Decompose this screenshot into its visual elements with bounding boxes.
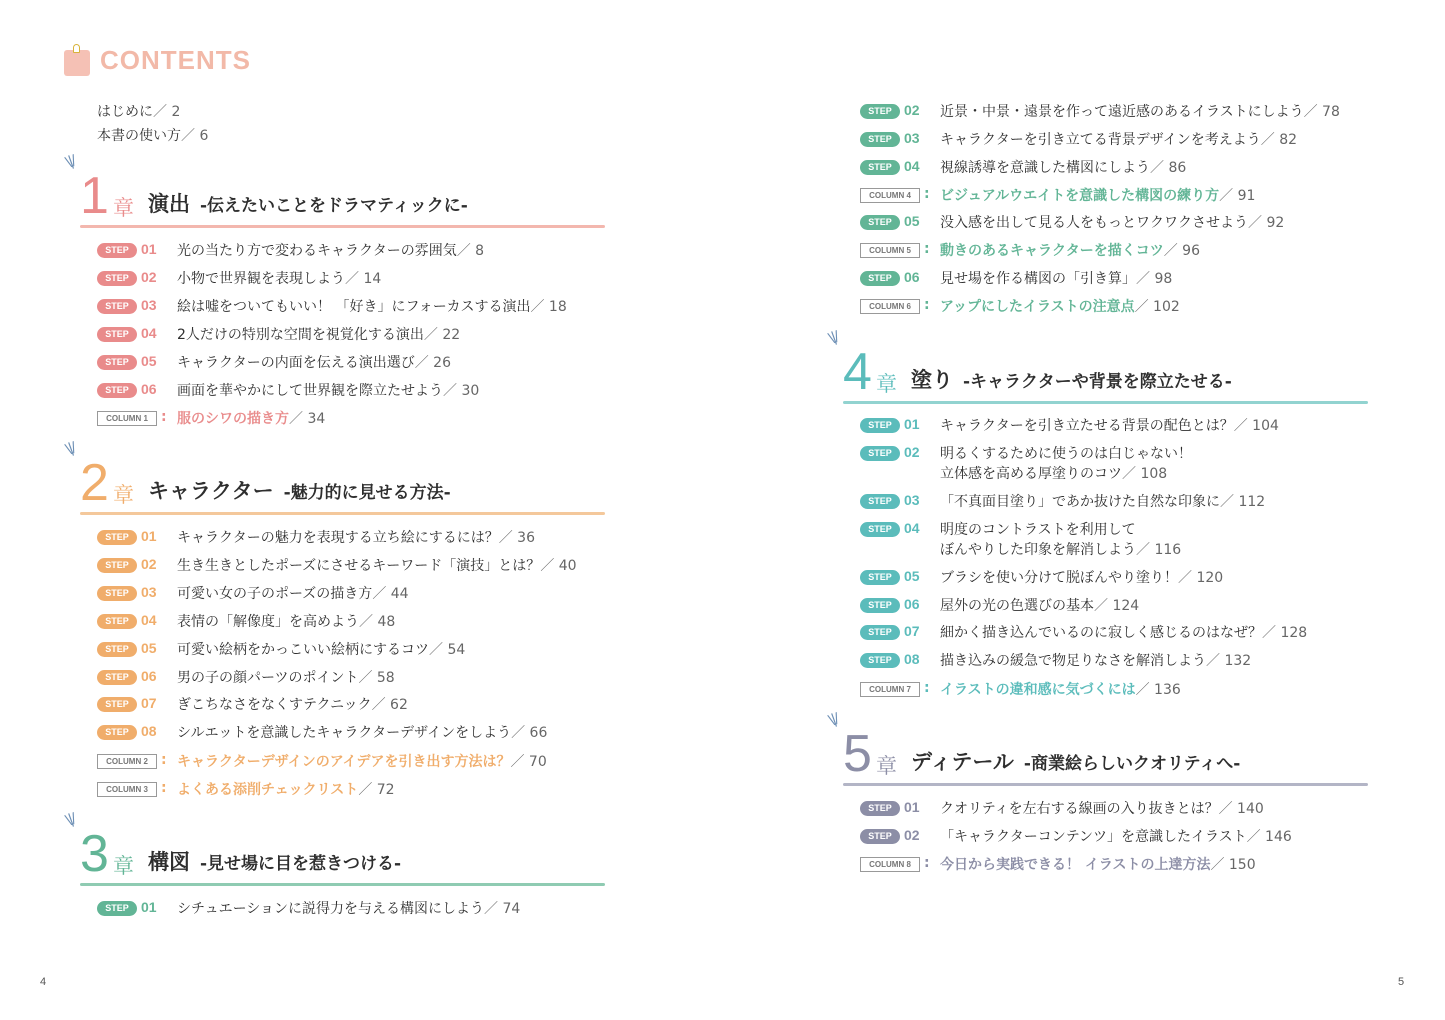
step-title-text: 生き生きとしたポーズにさせるキーワード「演技」とは？	[177, 558, 541, 574]
step-title-line2: ぼんやりした印象を解消しよう	[940, 542, 1136, 558]
page-ref: ／ 54	[429, 642, 466, 658]
page-ref: ／ 36	[498, 530, 535, 546]
step-title-text: 明度のコントラストを利用して	[940, 522, 1136, 538]
toc-step-row[interactable]	[860, 492, 1265, 512]
intro-item[interactable]	[97, 101, 180, 121]
step-badge: STEP	[97, 558, 137, 573]
step-title-text: キャラクターを引き立たせる背景の配色とは？	[940, 418, 1234, 434]
column-title	[177, 780, 395, 800]
column-title-text: よくある添削チェックリスト	[177, 782, 359, 798]
sparkle-icon: \|/	[826, 711, 840, 729]
chapter-rule	[80, 512, 605, 515]
chapter-rule	[80, 883, 605, 886]
chapter-subtitle: -伝えたいことをドラマティックに-	[200, 196, 468, 216]
sparkle-icon: \|/	[63, 440, 77, 458]
column-colon: :	[161, 752, 167, 768]
toc-step-row[interactable]	[860, 623, 1307, 643]
step-badge: STEP	[860, 132, 900, 147]
step-badge: STEP	[860, 522, 900, 537]
step-badge: STEP	[97, 327, 137, 342]
chapter-name: 塗り	[911, 368, 953, 392]
step-number: 06	[141, 668, 157, 684]
step-title	[177, 584, 409, 604]
step-title-text: 描き込みの緩急で物足りなさを解消しよう	[940, 653, 1206, 669]
column-badge: COLUMN 2	[97, 754, 157, 769]
step-badge: STEP	[860, 160, 900, 175]
intro-label: はじめに	[97, 104, 153, 120]
column-colon: :	[161, 780, 167, 796]
toc-column-row[interactable]	[860, 680, 1181, 700]
chapter-title	[148, 188, 468, 218]
step-title	[940, 213, 1284, 233]
step-title-text: 可愛い女の子のポーズの描き方	[177, 586, 373, 602]
page-ref: ／ 58	[358, 670, 395, 686]
step-badge: STEP	[97, 614, 137, 629]
sparkle-icon: \|/	[826, 329, 840, 347]
step-title-text: シルエットを意識したキャラクターデザインをしよう	[177, 725, 512, 741]
step-title	[940, 102, 1340, 122]
step-badge: STEP	[97, 725, 137, 740]
toc-step-row[interactable]	[97, 584, 409, 604]
toc-step-row[interactable]	[860, 102, 1340, 122]
chapter-title	[148, 475, 451, 505]
toc-step-row[interactable]	[97, 612, 395, 632]
step-number: 02	[904, 827, 920, 843]
toc-step-row[interactable]	[860, 444, 1192, 484]
chapter-header	[80, 454, 605, 515]
page-ref: ／ 120	[1178, 570, 1224, 586]
step-title	[177, 723, 547, 743]
page-ref: ／ 40	[540, 558, 577, 574]
page-ref: ／ 86	[1150, 160, 1187, 176]
page-ref: ／ 102	[1134, 299, 1180, 315]
step-badge: STEP	[860, 271, 900, 286]
toc-step-row[interactable]	[97, 269, 381, 289]
chapter-title	[911, 746, 1240, 776]
step-badge: STEP	[860, 494, 900, 509]
page-ref: ／ 22	[423, 327, 461, 343]
step-title	[940, 568, 1223, 588]
page-ref: ／ 116	[1136, 542, 1182, 558]
column-colon: :	[924, 297, 930, 313]
step-title	[940, 799, 1264, 819]
step-title	[940, 520, 1181, 560]
step-title	[177, 297, 567, 317]
step-number: 07	[141, 695, 157, 711]
step-number: 01	[141, 241, 157, 257]
page-ref: ／ 70	[510, 754, 547, 770]
step-title-text: キャラクターの内面を伝える演出選び	[177, 355, 415, 371]
chapter-header	[843, 725, 1368, 786]
step-badge: STEP	[860, 215, 900, 230]
intro-label: 本書の使い方	[97, 128, 181, 144]
toc-column-row[interactable]	[97, 409, 325, 429]
page-ref: ／ 136	[1135, 682, 1181, 698]
step-number: 02	[904, 444, 920, 460]
step-title	[940, 130, 1297, 150]
chapter-name: 構図	[148, 850, 190, 874]
toc-column-row[interactable]	[860, 186, 1255, 206]
chapter-kanji: 章	[113, 854, 134, 878]
column-badge: COLUMN 5	[860, 243, 920, 258]
page-ref: ／ 98	[1136, 271, 1173, 287]
step-badge: STEP	[860, 801, 900, 816]
step-number: 04	[141, 325, 157, 341]
step-badge: STEP	[97, 355, 137, 370]
step-badge: STEP	[97, 383, 137, 398]
step-number: 05	[904, 568, 920, 584]
column-colon: :	[924, 855, 930, 871]
column-title-text: ビジュアルウエイトを意識した構図の練り方	[940, 188, 1220, 204]
step-title	[177, 241, 484, 261]
page-ref: ／ 34	[289, 411, 326, 427]
step-number: 04	[904, 520, 920, 536]
column-colon: :	[924, 241, 930, 257]
page-ref: ／ 92	[1248, 215, 1285, 231]
toc-step-row[interactable]	[860, 827, 1292, 847]
step-number: 03	[141, 584, 157, 600]
column-colon: :	[924, 680, 930, 696]
column-badge: COLUMN 3	[97, 782, 157, 797]
step-title	[177, 353, 451, 373]
toc-step-row[interactable]	[860, 568, 1223, 588]
step-title-text: 男の子の顔パーツのポイント	[177, 670, 359, 686]
toc-step-row[interactable]	[860, 158, 1186, 178]
step-badge: STEP	[97, 697, 137, 712]
step-title	[940, 158, 1186, 178]
page-ref: ／ 8	[456, 243, 485, 259]
column-title	[940, 680, 1181, 700]
step-number: 08	[141, 723, 157, 739]
step-title	[177, 640, 465, 660]
chapter-number: 1	[80, 167, 109, 225]
toc-column-row[interactable]	[97, 780, 395, 800]
chapter-rule	[843, 783, 1368, 786]
step-badge: STEP	[97, 530, 137, 545]
step-badge: STEP	[97, 642, 137, 657]
step-number: 05	[141, 353, 157, 369]
toc-step-row[interactable]	[860, 269, 1172, 289]
toc-step-row[interactable]	[97, 695, 408, 715]
page-ref: ／ 78	[1303, 104, 1340, 120]
toc-step-row[interactable]	[860, 799, 1264, 819]
chapter-rule	[80, 225, 605, 228]
chapter-number: 2	[80, 454, 109, 512]
chapter-title	[148, 846, 401, 876]
toc-column-row[interactable]	[97, 752, 547, 772]
step-number: 08	[904, 651, 920, 667]
step-title	[177, 325, 460, 345]
toc-step-row[interactable]	[97, 353, 451, 373]
step-title-text: キャラクターを引き立てる背景デザインを考えよう	[940, 132, 1261, 148]
page-ref: ／ 26	[414, 355, 451, 371]
page-ref: ／ 72	[358, 782, 395, 798]
page-ref: ／ 96	[1163, 243, 1200, 259]
step-title	[940, 827, 1292, 847]
step-badge: STEP	[97, 299, 137, 314]
step-title-line2: 立体感を高める厚塗りのコツ	[940, 466, 1122, 482]
step-title	[177, 381, 479, 401]
page-ref: ／ 44	[372, 586, 409, 602]
chapter-subtitle: -見せ場に目を惹きつける-	[200, 854, 402, 874]
page-number-left: 4	[40, 976, 47, 988]
step-title	[940, 492, 1265, 512]
step-title-text: 視線誘導を意識した構図にしよう	[940, 160, 1150, 176]
chapter-number: 4	[843, 343, 872, 401]
step-title	[177, 269, 381, 289]
step-title	[177, 899, 520, 919]
step-title	[177, 556, 577, 576]
toc-step-row[interactable]	[97, 325, 460, 345]
step-title-text: 可愛い絵柄をかっこいい絵柄にするコツ	[177, 642, 429, 658]
step-badge: STEP	[97, 901, 137, 916]
toc-step-row[interactable]	[860, 213, 1284, 233]
sparkle-icon: \|/	[63, 811, 77, 829]
step-badge: STEP	[860, 598, 900, 613]
step-badge: STEP	[97, 670, 137, 685]
step-number: 03	[141, 297, 157, 313]
page-ref: ／ 112	[1220, 494, 1266, 510]
column-title-text: イラストの違和感に気づくには	[940, 682, 1136, 698]
step-number: 03	[904, 130, 920, 146]
step-number: 05	[904, 213, 920, 229]
toc-step-row[interactable]	[97, 556, 577, 576]
toc-step-row[interactable]	[97, 297, 567, 317]
step-title-text: 屋外の光の色選びの基本	[940, 598, 1094, 614]
page-ref: ／ 30	[443, 383, 480, 399]
toc-step-row[interactable]	[97, 381, 479, 401]
step-title-text: 光の当たり方で変わるキャラクターの雰囲気	[177, 243, 457, 259]
page-ref: ／ 91	[1219, 188, 1256, 204]
step-number: 04	[141, 612, 157, 628]
contents-header	[64, 44, 251, 76]
page-title: CONTENTS	[100, 44, 251, 75]
step-badge: STEP	[860, 625, 900, 640]
step-badge: STEP	[860, 104, 900, 119]
column-title	[940, 241, 1200, 261]
chapter-kanji: 章	[113, 196, 134, 220]
chapter-subtitle: -商業絵らしいクオリティへ-	[1023, 754, 1241, 774]
page-ref: ／ 104	[1233, 418, 1279, 434]
toc-column-row[interactable]	[860, 855, 1256, 875]
chapter-name: 演出	[148, 192, 190, 216]
toc-column-row[interactable]	[860, 297, 1180, 317]
step-badge: STEP	[97, 271, 137, 286]
step-number: 06	[904, 269, 920, 285]
step-title	[177, 528, 535, 548]
column-title-text: 動きのあるキャラクターを描くコツ	[940, 243, 1164, 259]
chapter-kanji: 章	[876, 372, 897, 396]
column-title	[177, 409, 325, 429]
toc-step-row[interactable]	[97, 528, 535, 548]
column-badge: COLUMN 1	[97, 411, 157, 426]
chapter-subtitle: -キャラクターや背景を際立たせる-	[963, 372, 1232, 392]
page-ref: ／ 66	[511, 725, 548, 741]
column-badge: COLUMN 8	[860, 857, 920, 872]
step-title-text: 「キャラクターコンテンツ」を意識したイラスト	[940, 829, 1247, 845]
page-ref: ／ 62	[371, 697, 408, 713]
column-title	[177, 752, 547, 772]
step-number: 06	[141, 381, 157, 397]
chapter-number: 3	[80, 825, 109, 883]
page-ref: ／ 146	[1246, 829, 1292, 845]
toc-step-row[interactable]	[97, 640, 465, 660]
page-ref: ／ 124	[1094, 598, 1140, 614]
page-ref: ／ 48	[359, 614, 396, 630]
page-ref: ／ 150	[1210, 857, 1256, 873]
toc-step-row[interactable]	[860, 416, 1279, 436]
chapter-header	[80, 825, 605, 886]
step-title	[940, 444, 1192, 484]
step-title	[940, 269, 1172, 289]
step-title-text: クオリティを左右する線画の入り抜きとは？	[940, 801, 1219, 817]
toc-step-row[interactable]	[97, 668, 395, 688]
page-ref: ／ 140	[1218, 801, 1264, 817]
page-ref: ／ 128	[1262, 625, 1308, 641]
page-number-right: 5	[1398, 976, 1405, 988]
column-colon: :	[161, 409, 167, 425]
step-title-text: 小物で世界観を表現しよう	[177, 271, 345, 287]
chapter-rule	[843, 401, 1368, 404]
step-title-text: 「不真面目塗り」であか抜けた自然な印象に	[940, 494, 1220, 510]
step-title-text: 没入感を出して見る人をもっとワクワクさせよう	[940, 215, 1248, 231]
column-title-text: 服のシワの描き方	[177, 411, 289, 427]
step-number: 03	[904, 492, 920, 508]
step-badge: STEP	[860, 829, 900, 844]
sparkle-icon: \|/	[63, 153, 77, 171]
chapter-name: ディテール	[911, 750, 1014, 774]
chapter-kanji: 章	[113, 483, 134, 507]
chapter-header	[80, 167, 605, 228]
step-title-text: 画面を華やかにして世界観を際立たせよう	[177, 383, 443, 399]
step-number: 01	[141, 899, 157, 915]
step-title	[940, 623, 1307, 643]
column-badge: COLUMN 7	[860, 682, 920, 697]
toc-step-row[interactable]	[97, 899, 520, 919]
step-number: 01	[904, 799, 920, 815]
step-title-text: シチュエーションに説得力を与える構図にしよう	[177, 901, 485, 917]
intro-item[interactable]	[97, 125, 208, 145]
step-title	[177, 695, 408, 715]
page-ref: ／ 6	[181, 128, 209, 144]
column-title	[940, 855, 1256, 875]
toc-step-row[interactable]	[860, 130, 1297, 150]
page-ref: ／ 14	[345, 271, 382, 287]
step-badge: STEP	[97, 243, 137, 258]
chapter-kanji: 章	[876, 754, 897, 778]
page-ref: ／ 132	[1206, 653, 1252, 669]
step-title	[177, 612, 395, 632]
toc-step-row[interactable]	[860, 520, 1181, 560]
page-ref: ／ 2	[153, 104, 181, 120]
clipboard-icon	[64, 44, 90, 76]
step-title	[177, 668, 395, 688]
page-ref: ／ 74	[484, 901, 521, 917]
step-number: 02	[904, 102, 920, 118]
step-title-text: 2人だけの特別な空間を視覚化する演出	[177, 327, 424, 343]
toc-step-row[interactable]	[860, 651, 1251, 671]
step-badge: STEP	[860, 446, 900, 461]
step-number: 05	[141, 640, 157, 656]
toc-step-row[interactable]	[860, 596, 1139, 616]
column-colon: :	[924, 186, 930, 202]
column-title-text: キャラクターデザインのアイデアを引き出す方法は？	[177, 754, 511, 770]
step-number: 02	[141, 269, 157, 285]
toc-step-row[interactable]	[97, 241, 484, 261]
step-badge: STEP	[97, 586, 137, 601]
step-number: 04	[904, 158, 920, 174]
column-title	[940, 297, 1180, 317]
step-title-text: 表情の「解像度」を高めよう	[177, 614, 359, 630]
step-number: 07	[904, 623, 920, 639]
column-title-text: アップにしたイラストの注意点	[940, 299, 1135, 315]
column-title-text: 今日から実践できる！ イラストの上達方法	[940, 857, 1211, 873]
step-badge: STEP	[860, 653, 900, 668]
step-title-text: 細かく描き込んでいるのに寂しく感じるのはなぜ？	[940, 625, 1262, 641]
step-badge: STEP	[860, 570, 900, 585]
chapter-name: キャラクター	[148, 479, 274, 503]
step-number: 02	[141, 556, 157, 572]
step-badge: STEP	[860, 418, 900, 433]
column-badge: COLUMN 6	[860, 299, 920, 314]
step-number: 01	[141, 528, 157, 544]
step-title	[940, 416, 1279, 436]
step-title-text: キャラクターの魅力を表現する立ち絵にするには？	[177, 530, 499, 546]
step-number: 01	[904, 416, 920, 432]
page-ref: ／ 18	[530, 299, 567, 315]
column-badge: COLUMN 4	[860, 188, 920, 203]
page-ref: ／ 108	[1122, 466, 1168, 482]
step-title-text: ぎこちなさをなくすテクニック	[177, 697, 372, 713]
chapter-header	[843, 343, 1368, 404]
step-title-text: 絵は嘘をついてもいい！ 「好き」にフォーカスする演出	[177, 299, 531, 315]
step-number: 06	[904, 596, 920, 612]
step-title-text: 近景・中景・遠景を作って遠近感のあるイラストにしよう	[940, 104, 1304, 120]
step-title	[940, 596, 1139, 616]
chapter-title	[911, 364, 1232, 394]
step-title-text: 明るくするために使うのは白じゃない！	[940, 446, 1192, 462]
column-title	[940, 186, 1255, 206]
toc-step-row[interactable]	[97, 723, 547, 743]
step-title-text: 見せ場を作る構図の「引き算」	[940, 271, 1136, 287]
toc-column-row[interactable]	[860, 241, 1200, 261]
page-ref: ／ 82	[1260, 132, 1298, 148]
chapter-number: 5	[843, 725, 872, 783]
step-title	[940, 651, 1251, 671]
chapter-subtitle: -魅力的に見せる方法-	[283, 483, 451, 503]
step-title-text: ブラシを使い分けて脱ぼんやり塗り！	[940, 570, 1178, 586]
